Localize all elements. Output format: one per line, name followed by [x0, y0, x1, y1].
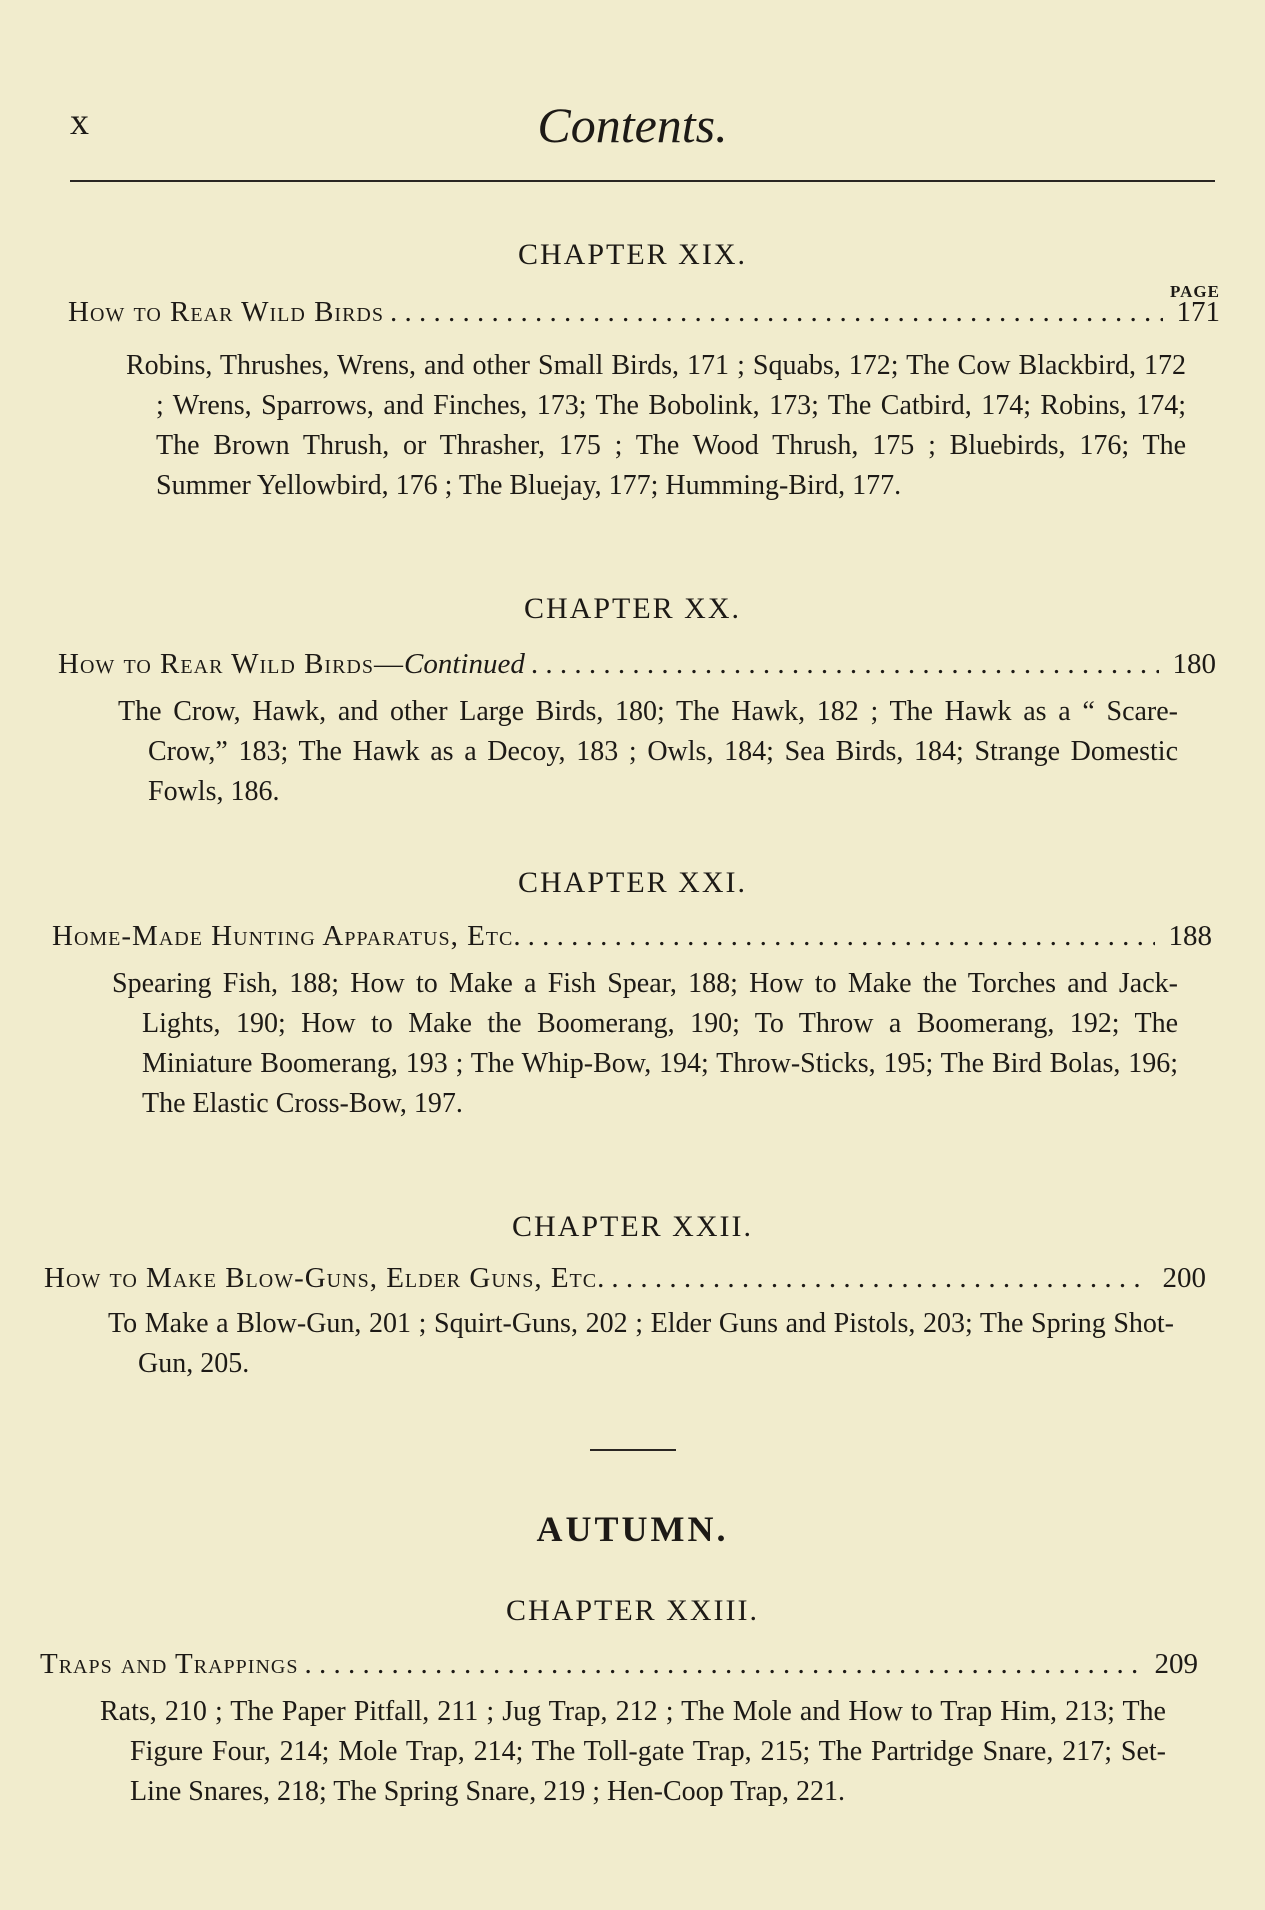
chapter-summary: Rats, 210 ; The Paper Pitfall, 211 ; Jug Trap, 212 ; The Mole and How to Trap Him, 213; The Figure Four, 214; Mole Trap, 214; The Toll-gate Trap, 215; The Partridge Snare, 217; Set-Line Snares, 218; The Spring Snare, 219 ; Hen-Coop Trap, 221. — [100, 1696, 1166, 1807]
page-column-label: PAGE — [1170, 282, 1220, 301]
chapter-summary: Spearing Fish, 188; How to Make a Fish Spear, 188; How to Make the Torches and Jack-Lights, 190; How to Make the Boomerang, 190; To Throw a Boomerang, 192; The Miniature Boomerang, 193 ; The Whip-Bow, 194; Throw-Sticks, 195; The Bird Bolas, 196; The Elastic Cross-Bow, 197. — [112, 968, 1178, 1119]
toc-entry[interactable] — [68, 296, 1220, 329]
entry-page: 209 — [1154, 1648, 1198, 1680]
entry-page: 171 — [1176, 296, 1220, 328]
section-rule — [590, 1449, 676, 1451]
chapter-heading: CHAPTER XIX. — [517, 238, 747, 271]
dot-leader — [390, 296, 1163, 329]
entry-title-suffix: Continued — [403, 648, 525, 680]
chapter-summary: To Make a Blow-Gun, 201 ; Squirt-Guns, 202 ; Elder Guns and Pistols, 203; The Spring Shot-Gun, 205. — [108, 1308, 1174, 1379]
entry-title: How to Rear Wild Birds — [68, 296, 384, 328]
header-rule — [70, 180, 1215, 182]
entry-page: 180 — [1172, 648, 1216, 680]
toc-entry[interactable] — [44, 1262, 1206, 1295]
entry-title: Home-Made Hunting Apparatus, Etc. — [52, 920, 522, 952]
dot-leader — [528, 920, 1155, 953]
entry-title: How to Make Blow-Guns, Elder Guns, Etc. — [44, 1262, 606, 1294]
entry-page: 200 — [1162, 1262, 1206, 1294]
dot-leader — [304, 1648, 1140, 1681]
chapter-summary: Robins, Thrushes, Wrens, and other Small Birds, 171 ; Squabs, 172; The Cow Blackbird, 172 ; Wrens, Sparrows, and Finches, 173; The Bobolink, 173; The Catbird, 174; Robins, 174; The Brown Thrush, or Thrasher, 175 ; The Wood Thrush, 175 ; Bluebirds, 176; The Summer Yellowbird, 176 ; The Bluejay, 177; Humming-Bird, 177. — [126, 350, 1186, 501]
toc-entry[interactable] — [58, 648, 1216, 681]
toc-entry[interactable] — [52, 920, 1212, 953]
toc-entry[interactable] — [40, 1648, 1198, 1681]
entry-page: 188 — [1168, 920, 1212, 952]
chapter-heading: CHAPTER XX. — [523, 592, 741, 625]
page-folio: x — [70, 101, 89, 143]
dot-leader — [611, 1262, 1148, 1295]
entry-title: How to Rear Wild Birds—Continued — [58, 648, 525, 680]
chapter-summary: The Crow, Hawk, and other Large Birds, 180; The Hawk, 182 ; The Hawk as a “ Scare-Crow,” 183; The Hawk as a Decoy, 183 ; Owls, 184; Sea Birds, 184; Strange Domestic Fowls, 186. — [118, 696, 1178, 807]
chapter-heading: CHAPTER XXI. — [517, 866, 747, 899]
chapter-heading: CHAPTER XXII. — [512, 1210, 753, 1243]
running-title: Contents. — [537, 97, 728, 153]
chapter-heading: CHAPTER XXIII. — [506, 1594, 759, 1627]
dot-leader — [531, 648, 1159, 681]
entry-title: Traps and Trappings — [40, 1648, 299, 1680]
season-heading: AUTUMN. — [536, 1509, 729, 1549]
